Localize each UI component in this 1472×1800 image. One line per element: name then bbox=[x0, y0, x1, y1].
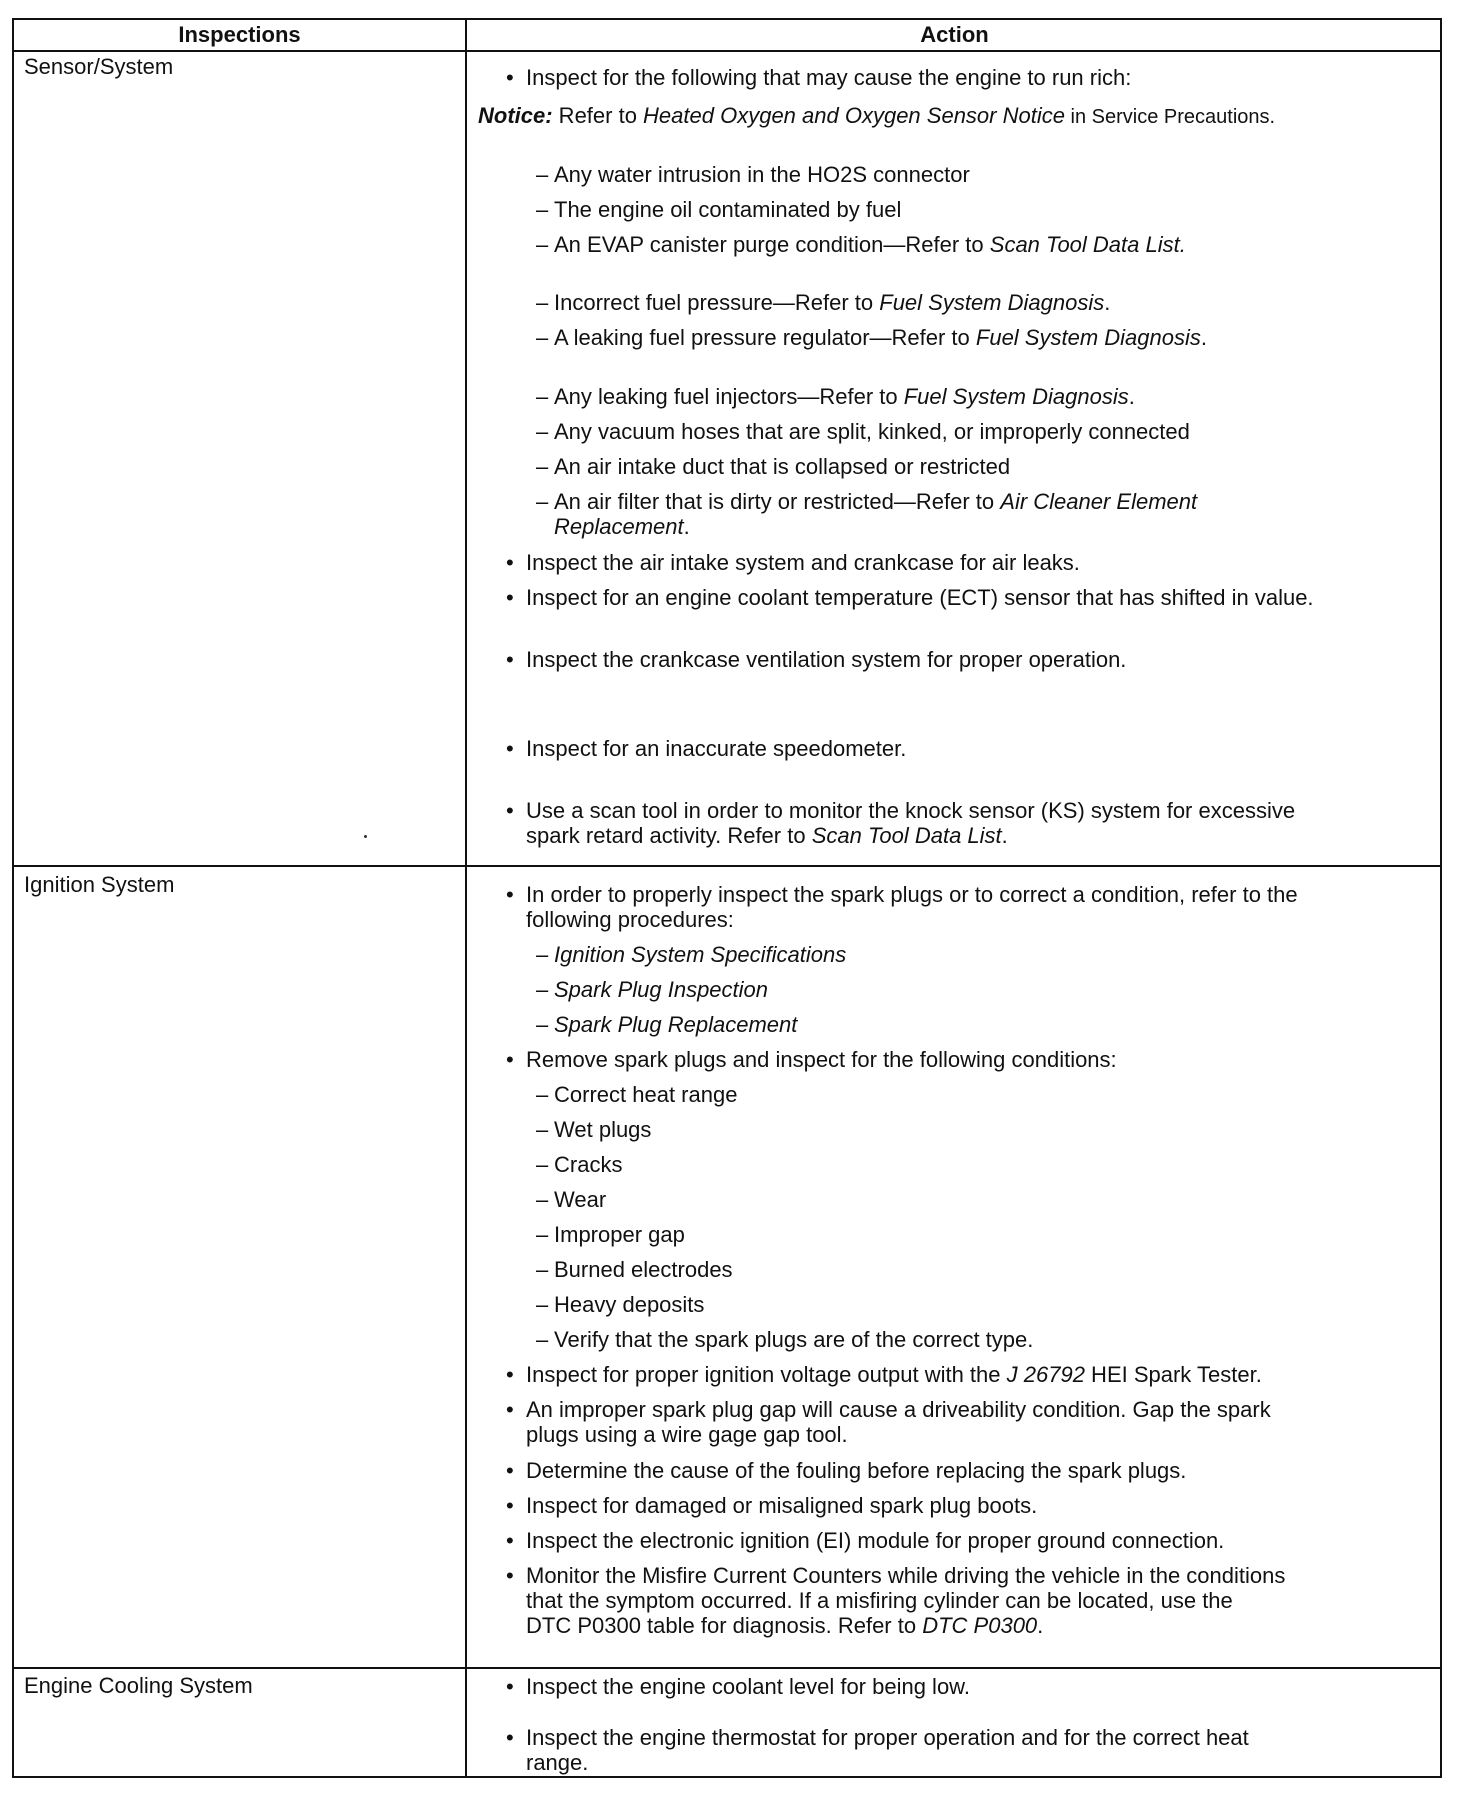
inspection-table bbox=[12, 18, 1442, 1778]
action-item: • Inspect the air intake system and crankcase for air leaks. bbox=[526, 550, 1080, 576]
action-item: • Inspect for proper ignition voltage output with the J 26792 HEI Spark Tester. bbox=[526, 1362, 1262, 1388]
sub-item: – The engine oil contaminated by fuel bbox=[554, 197, 901, 223]
action-item-continued: spark retard activity. Refer to Scan Tool Data List. bbox=[526, 823, 1008, 848]
action-item: • Inspect for the following that may cause the engine to run rich: bbox=[526, 65, 1131, 91]
action-item: • Use a scan tool in order to monitor the knock sensor (KS) system for excessive bbox=[526, 798, 1295, 824]
action-item: • Inspect the engine coolant level for being low. bbox=[526, 1674, 970, 1700]
category-sensor-system: Sensor/System bbox=[24, 54, 174, 79]
column-divider bbox=[465, 20, 467, 1776]
row-divider-1 bbox=[14, 865, 1440, 867]
action-item-continued: that the symptom occurred. If a misfiring cylinder can be located, use the bbox=[526, 1588, 1233, 1613]
action-item: • Inspect for an engine coolant temperature (ECT) sensor that has shifted in value. bbox=[526, 585, 1314, 611]
category-engine-cooling-system: Engine Cooling System bbox=[24, 1673, 253, 1698]
sub-item-continued: Replacement. bbox=[554, 514, 690, 539]
sub-item: – Cracks bbox=[554, 1152, 622, 1178]
sub-item: – Any water intrusion in the HO2S connector bbox=[554, 162, 970, 188]
action-item: • Monitor the Misfire Current Counters while driving the vehicle in the conditions bbox=[526, 1563, 1285, 1589]
stray-mark bbox=[364, 835, 367, 838]
header-inspections: Inspections bbox=[178, 22, 301, 47]
sub-item: – An air filter that is dirty or restricted—Refer to Air Cleaner Element bbox=[554, 489, 1197, 515]
sub-item: – Any vacuum hoses that are split, kinked, or improperly connected bbox=[554, 419, 1190, 445]
row-divider-2 bbox=[14, 1667, 1440, 1669]
header-divider bbox=[14, 50, 1440, 52]
action-item: • In order to properly inspect the spark plugs or to correct a condition, refer to the bbox=[526, 882, 1298, 908]
category-ignition-system: Ignition System bbox=[24, 872, 175, 897]
action-item: • Determine the cause of the fouling before replacing the spark plugs. bbox=[526, 1458, 1186, 1484]
action-item-continued: plugs using a wire gage gap tool. bbox=[526, 1422, 848, 1447]
action-item-continued: following procedures: bbox=[526, 907, 734, 932]
action-item: • Remove spark plugs and inspect for the following conditions: bbox=[526, 1047, 1117, 1073]
procedure-link: – Spark Plug Replacement bbox=[554, 1012, 797, 1038]
action-item: • Inspect the engine thermostat for proper operation and for the correct heat bbox=[526, 1725, 1249, 1751]
sub-item: – Heavy deposits bbox=[554, 1292, 704, 1318]
action-item: • An improper spark plug gap will cause a driveability condition. Gap the spark bbox=[526, 1397, 1271, 1423]
action-item: • Inspect for damaged or misaligned spark plug boots. bbox=[526, 1493, 1037, 1519]
sub-item: – Correct heat range bbox=[554, 1082, 737, 1108]
sub-item: – A leaking fuel pressure regulator—Refer to Fuel System Diagnosis. bbox=[554, 325, 1207, 351]
procedure-link: – Spark Plug Inspection bbox=[554, 977, 768, 1003]
header-action: Action bbox=[920, 22, 989, 47]
sub-item: – Any leaking fuel injectors—Refer to Fuel System Diagnosis. bbox=[554, 384, 1135, 410]
sub-item: – Verify that the spark plugs are of the correct type. bbox=[554, 1327, 1033, 1353]
action-item-continued: range. bbox=[526, 1750, 589, 1775]
sub-item: – Burned electrodes bbox=[554, 1257, 733, 1283]
action-item: • Inspect for an inaccurate speedometer. bbox=[526, 736, 906, 762]
notice-label: Notice: bbox=[478, 103, 553, 128]
procedure-link: – Ignition System Specifications bbox=[554, 942, 846, 968]
sub-item: – An EVAP canister purge condition—Refer to Scan Tool Data List. bbox=[554, 232, 1186, 258]
action-item-continued: DTC P0300 table for diagnosis. Refer to DTC P0300. bbox=[526, 1613, 1044, 1638]
sub-item: – Wet plugs bbox=[554, 1117, 651, 1143]
sub-item: – Improper gap bbox=[554, 1222, 685, 1248]
action-item: • Inspect the crankcase ventilation system for proper operation. bbox=[526, 647, 1126, 673]
sub-item: – Wear bbox=[554, 1187, 606, 1213]
sub-item: – Incorrect fuel pressure—Refer to Fuel System Diagnosis. bbox=[554, 290, 1110, 316]
notice-line: Notice: Refer to Heated Oxygen and Oxygen Sensor Notice in Service Precautions. bbox=[478, 103, 1276, 128]
action-item: • Inspect the electronic ignition (EI) module for proper ground connection. bbox=[526, 1528, 1224, 1554]
sub-item: – An air intake duct that is collapsed or restricted bbox=[554, 454, 1010, 480]
